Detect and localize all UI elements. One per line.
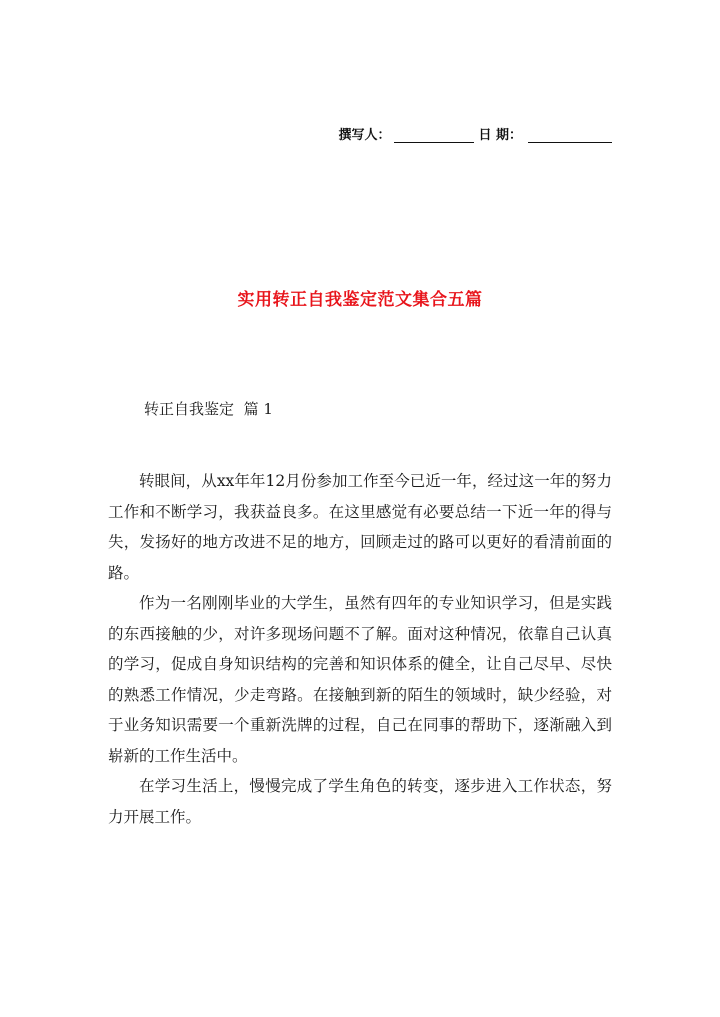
paragraph-1-seg-d: 12 — [265, 472, 286, 490]
author-date-line — [338, 124, 612, 143]
author-label: 撰写人： — [338, 128, 391, 143]
date-label: 日 期： — [478, 128, 522, 143]
paragraph-1-seg-a: 转眼间，从 — [139, 472, 217, 490]
body-text — [108, 466, 612, 832]
paragraph-1 — [108, 466, 612, 588]
section-heading-text: 转正自我鉴定 — [144, 400, 235, 418]
document-title: 实用转正自我鉴定范文集合五篇 — [237, 290, 483, 310]
paragraph-1-seg-c: 年年 — [234, 472, 266, 490]
section-heading-part: 篇 — [243, 400, 259, 418]
paragraph-1-seg-e: 月份参加工作至今已近一年，经过这一年的努力工作和不断学习，我获益良多。在这里感觉有必要总结一下近一年的得与失，发扬好的地方改进不足的地方，回顾走过的路可以更好的看清前面的路。 — [108, 472, 612, 582]
paragraph-2: 作为一名刚刚毕业的大学生，虽然有四年的专业知识学习，但是实践的东西接触的少，对许多现场问题不了解。面对这种情况，依靠自己认真的学习，促成自身知识结构的完善和知识体系的健全，让自己尽早、尽快的熟悉工作情况，少走弯路。在接触到新的陌生的领域时，缺少经验，对于业务知识需要一个重新洗牌的过程，自己在同事的帮助下，逐渐融入到崭新的工作生活中。 — [108, 594, 612, 765]
section-heading-number: 1 — [263, 400, 273, 418]
author-blank — [394, 128, 474, 143]
paragraph-3: 在学习生活上，慢慢完成了学生角色的转变，逐步进入工作状态，努力开展工作。 — [108, 777, 612, 826]
date-blank — [528, 128, 612, 143]
section-heading — [144, 398, 273, 419]
paragraph-1-seg-b: xx — [216, 472, 235, 490]
